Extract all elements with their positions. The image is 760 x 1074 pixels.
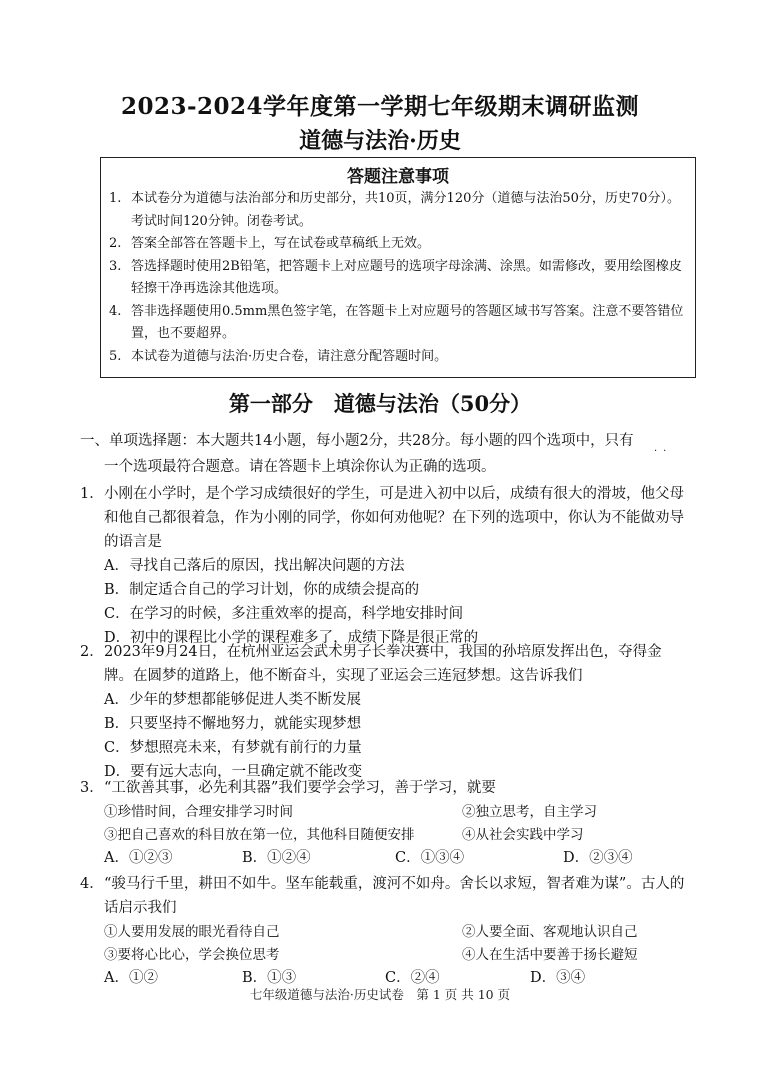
notice-item-number: 3. [109,258,122,274]
notice-item-text: 答选择题时使用2B铅笔，把答题卡上对应题号的选项字母涂满、涂黑。如需修改，要用绘图橡皮轻擦干净再选涂其他选项。 [131,258,682,296]
notice-list [109,188,687,368]
page-footer: 七年级道德与法治·历史试卷 第 1 页 共 10 页 [249,987,511,1002]
instructions-line-2: 一个选项最符合题意。请在答题卡上填涂你认为正确的选项。 [104,459,496,475]
notice-item-number: 4. [109,303,122,319]
notice-item-number: 2. [109,236,122,251]
option-c[interactable]: C．②④ [385,970,440,986]
notice-box [100,157,696,378]
notice-item [109,346,687,369]
statement-3: ③要将心比心，学会换位思考 [104,947,280,963]
question-2 [80,640,686,784]
notice-item-text: 答非选择题使用0.5mm黑色签字笔，在答题卡上对应题号的答题区域书写答案。注意不要答错位置，也不要超界。 [131,303,684,341]
statement-2: ②人要全面、客观地认识自己 [462,924,638,940]
option-d[interactable]: D．初中的课程比小学的课程难多了，成绩下降是很正常的 [104,630,479,646]
notice-item [109,301,687,346]
notice-item-text: 本试卷为道德与法治·历史合卷，请注意分配答题时间。 [131,348,448,364]
question-4 [80,872,686,990]
notice-item [109,256,687,301]
statement-1: ①人要用发展的眼光看待自己 [104,924,280,940]
option-b[interactable]: B．制定适合自己的学习计划，你的成绩会提高的 [104,582,420,598]
question-1 [80,482,686,650]
notice-item-number: 1. [109,191,122,206]
statement-row [80,920,686,943]
instructions [80,428,686,480]
question-stem: “骏马行千里，耕田不如牛。坚车能载重，渡河不如舟。舍长以求短，智者难为谋”。古人的话启示我们 [104,876,685,916]
notice-item [109,188,687,233]
option-b[interactable]: B．①③ [242,970,297,986]
notice-item-text: 答案全部答在答题卡上，写在试卷或草稿纸上无效。 [131,236,431,251]
question-number: 2． [80,644,104,660]
option-a[interactable]: A．寻找自己落后的原因，找出解决问题的方法 [104,558,405,574]
question-3 [80,776,686,870]
statement-row [80,943,686,966]
statement-row [80,823,686,846]
notice-item [109,233,687,256]
option-c[interactable]: C．①③④ [395,850,465,866]
question-number: 4． [80,876,104,892]
option-a[interactable]: A．①②③ [104,850,173,866]
option-d[interactable]: D．要有远大志向，一旦确定就不能改变 [104,764,363,780]
emphasis-dots: ·· [654,446,673,457]
instructions-line-1: 一、单项选择题：本大题共14小题，每小题2分，共28分。每小题的四个选项中，只有 [80,433,634,449]
option-a[interactable]: A．①② [104,970,158,986]
option-d[interactable]: D．③④ [530,970,586,986]
exam-subtitle: 道德与法治·历史 [299,128,461,154]
statement-row [80,800,686,823]
statement-4: ④从社会实践中学习 [462,827,584,843]
option-d[interactable]: D．②③④ [563,850,633,866]
option-c[interactable]: C．在学习的时候，多注重效率的提高，科学地安排时间 [104,606,464,622]
notice-item-number: 5. [109,348,122,364]
option-b[interactable]: B．只要坚持不懈地努力，就能实现梦想 [104,716,362,732]
question-number: 1． [80,486,104,502]
section-title: 第一部分 道德与法治（50分） [228,391,532,416]
option-a[interactable]: A．少年的梦想都能够促进人类不断发展 [104,692,361,708]
statement-3: ③把自己喜欢的科目放在第一位，其他科目随便安排 [104,827,415,843]
notice-item-text: 本试卷分为道德与法治部分和历史部分，共10页，满分120分（道德与法治50分，历史70分）。考试时间120分钟。闭卷考试。 [131,191,680,229]
statement-2: ②独立思考，自主学习 [462,804,597,820]
statement-4: ④人在生活中要善于扬长避短 [462,947,638,963]
answer-row [80,846,686,870]
exam-title: 2023-2024学年度第一学期七年级期末调研监测 [120,93,640,120]
notice-title: 答题注意事项 [347,167,449,187]
option-c[interactable]: C．梦想照亮未来，有梦就有前行的力量 [104,740,362,756]
question-stem: 2023年9月24日，在杭州亚运会武术男子长拳决赛中，我国的孙培原发挥出色，夺得金牌。在圆梦的道路上，他不断奋斗，实现了亚运会三连冠梦想。这告诉我们 [104,644,662,684]
question-number: 3． [80,780,104,796]
option-b[interactable]: B．①②④ [242,850,311,866]
question-stem: 小刚在小学时，是个学习成绩很好的学生，可是进入初中以后，成绩有很大的滑坡，他父母和他自己都很着急，作为小刚的同学，你如何劝他呢？在下列的选项中，你认为不能做劝导的语言是 [104,486,684,550]
question-stem: “工欲善其事，必先利其器”我们要学会学习，善于学习，就要 [104,780,496,796]
statement-1: ①珍惜时间，合理安排学习时间 [104,804,293,820]
